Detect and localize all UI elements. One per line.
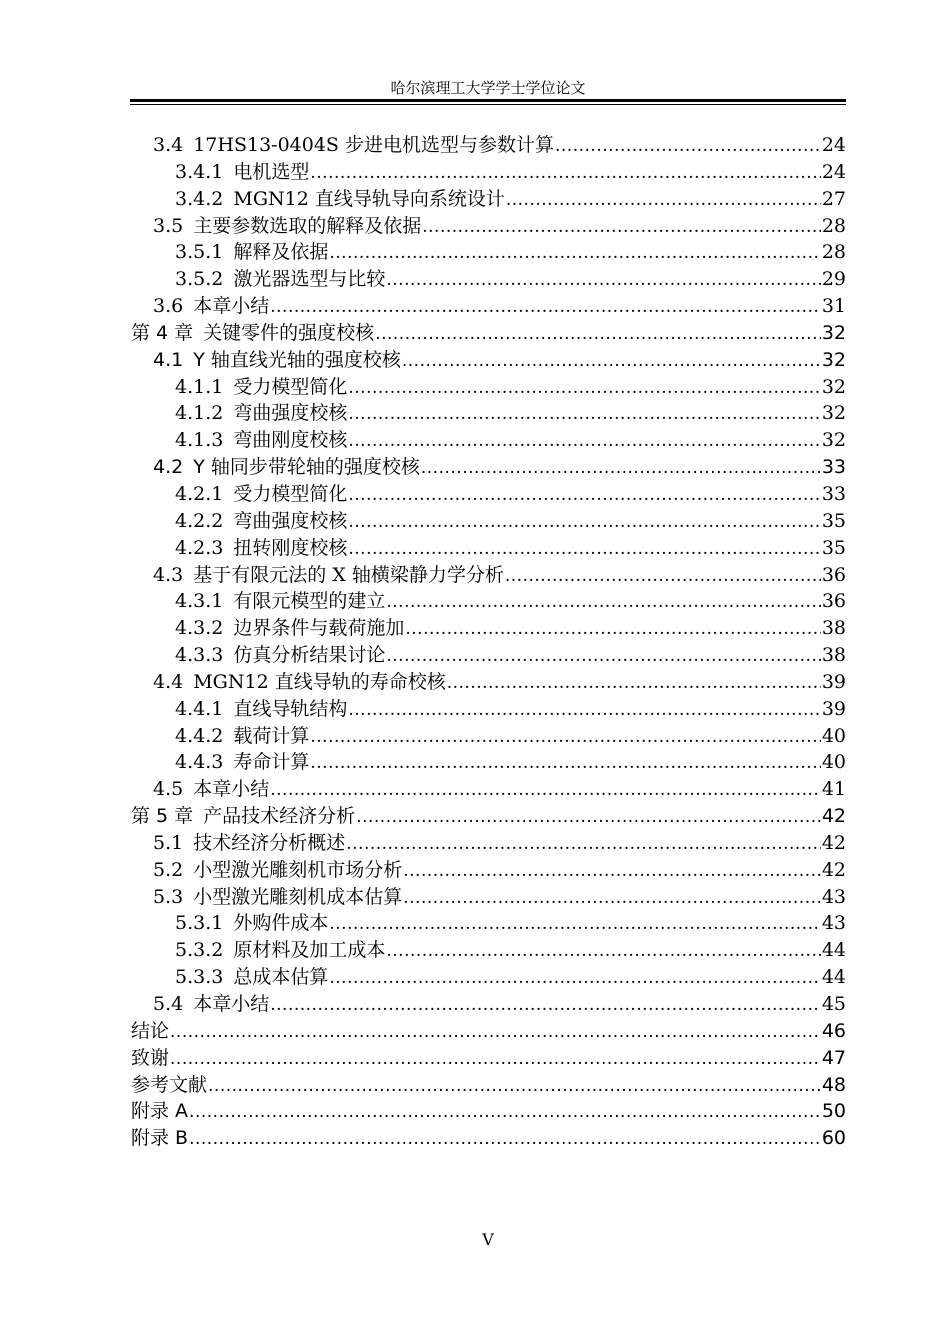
toc-dot-leader <box>310 159 820 187</box>
toc-entry-title: 关键零件的强度校核 <box>203 321 375 344</box>
toc-entry-page: 44 <box>821 966 846 989</box>
toc-entry-title: 寿命计算 <box>233 751 310 774</box>
toc-entry-title: 仿真分析结果讨论 <box>233 644 386 667</box>
toc-entry-page: 33 <box>821 482 846 505</box>
toc-entry-title: 主要参数选取的解释及依据 <box>193 214 422 237</box>
toc-dot-leader <box>348 696 820 724</box>
toc-entry-title: Y 轴直线光轴的强度校核 <box>193 348 401 371</box>
toc-dot-leader <box>170 1045 821 1073</box>
toc-entry-number: 4.4.2 <box>175 724 224 747</box>
toc-dot-leader <box>505 562 821 590</box>
toc-dot-leader <box>386 642 820 670</box>
toc-entry[interactable] <box>131 588 846 615</box>
toc-entry-title: 原材料及加工成本 <box>233 939 386 962</box>
toc-entry-title: 弯曲强度校核 <box>233 402 348 425</box>
toc-dot-leader <box>348 427 820 455</box>
toc-entry-number: 4.3.3 <box>175 644 224 667</box>
toc-dot-leader <box>170 1018 821 1046</box>
toc-entry[interactable] <box>131 1072 846 1099</box>
toc-entry-title: 产品技术经济分析 <box>203 805 356 828</box>
toc-dot-leader <box>189 1125 821 1153</box>
toc-dot-leader <box>329 964 820 992</box>
toc-entry[interactable] <box>131 239 846 266</box>
toc-entry[interactable] <box>131 159 846 186</box>
toc-entry-page: 44 <box>821 939 846 962</box>
toc-entry-title: 附录 A <box>131 1100 189 1123</box>
toc-entry[interactable] <box>131 132 846 159</box>
toc-entry[interactable] <box>131 803 846 830</box>
toc-entry-title: 总成本估算 <box>233 966 329 989</box>
toc-entry[interactable] <box>131 266 846 293</box>
toc-entry-title: 基于有限元法的 X 轴横梁静力学分析 <box>193 563 504 586</box>
toc-entry-page: 29 <box>821 268 846 291</box>
toc-entry[interactable] <box>131 535 846 562</box>
toc-entry-title: 激光器选型与比较 <box>233 268 386 291</box>
toc-entry[interactable] <box>131 481 846 508</box>
toc-entry-page: 28 <box>821 214 846 237</box>
toc-entry-number: 4.1.1 <box>175 375 224 398</box>
toc-dot-leader <box>348 374 820 402</box>
toc-entry[interactable] <box>131 830 846 857</box>
toc-dot-leader <box>402 347 821 375</box>
toc-entry[interactable] <box>131 508 846 535</box>
toc-entry-number: 3.5 <box>153 214 184 237</box>
toc-entry-title: 17HS13-0404S 步进电机选型与参数计算 <box>193 134 554 156</box>
toc-entry-title: Y 轴同步带轮轴的强度校核 <box>193 456 420 479</box>
toc-dot-leader <box>386 588 820 616</box>
toc-entry[interactable] <box>131 857 846 884</box>
toc-entry-number: 4.2.1 <box>175 482 224 505</box>
toc-entry-number: 3.4.1 <box>175 160 224 183</box>
toc-entry[interactable] <box>131 749 846 776</box>
toc-entry-title: 小型激光雕刻机市场分析 <box>193 858 403 881</box>
toc-entry[interactable] <box>131 669 846 696</box>
toc-entry-number: 4.4.3 <box>175 751 224 774</box>
toc-entry-number: 4.3.2 <box>175 617 224 640</box>
toc-dot-leader <box>270 293 821 321</box>
toc-entry[interactable] <box>131 696 846 723</box>
toc-entry-title: 扭转刚度校核 <box>233 536 348 559</box>
toc-dot-leader <box>310 723 820 751</box>
toc-entry[interactable] <box>131 910 846 937</box>
toc-entry[interactable] <box>131 964 846 991</box>
toc-entry-page: 27 <box>821 187 846 210</box>
toc-entry-title: MGN12 直线导轨的寿命校核 <box>193 670 446 693</box>
toc-entry-number: 3.4 <box>153 134 184 156</box>
toc-entry-number: 4.2.3 <box>175 536 224 559</box>
toc-entry-title: 本章小结 <box>193 295 270 318</box>
toc-entry-title: 载荷计算 <box>233 724 310 747</box>
toc-entry[interactable] <box>131 562 846 589</box>
toc-entry[interactable] <box>131 400 846 427</box>
thesis-header-title: 哈尔滨理工大学学士学位论文 <box>390 79 586 97</box>
toc-entry-page: 32 <box>821 348 846 371</box>
toc-entry-number: 4.2.2 <box>175 509 224 532</box>
toc-entry-number: 4.4.1 <box>175 697 224 720</box>
header-rule-thick <box>130 99 846 102</box>
toc-entry[interactable] <box>131 991 846 1018</box>
toc-entry-number: 第 4 章 <box>131 321 194 344</box>
toc-entry-number: 3.5.1 <box>175 241 224 264</box>
toc-entry-page: 31 <box>821 295 846 318</box>
toc-dot-leader <box>403 857 821 885</box>
toc-entry-title: 受力模型简化 <box>233 375 348 398</box>
toc-entry-page: 32 <box>821 429 846 452</box>
toc-entry-number: 5.3.3 <box>175 966 224 989</box>
toc-entry-number: 5.3 <box>153 885 184 908</box>
toc-dot-leader <box>356 803 821 831</box>
toc-entry-title: 弯曲刚度校核 <box>233 429 348 452</box>
toc-dot-leader <box>386 266 820 294</box>
toc-entry-page: 42 <box>821 858 846 881</box>
toc-dot-leader <box>189 1098 821 1126</box>
toc-entry-page: 40 <box>821 724 846 747</box>
toc-entry-page: 43 <box>821 885 846 908</box>
toc-entry-page: 24 <box>821 134 846 156</box>
toc-entry[interactable] <box>131 427 846 454</box>
toc-entry-number: 4.1.3 <box>175 429 224 452</box>
toc-entry-title: 有限元模型的建立 <box>233 590 386 613</box>
toc-entry[interactable] <box>131 186 846 213</box>
toc-entry-page: 32 <box>821 321 846 344</box>
toc-entry[interactable] <box>131 1018 846 1045</box>
toc-dot-leader <box>329 910 820 938</box>
toc-entry-page: 42 <box>821 805 846 828</box>
toc-entry[interactable] <box>131 1045 846 1072</box>
toc-dot-leader <box>422 213 821 241</box>
toc-dot-leader <box>270 991 821 1019</box>
toc-entry[interactable] <box>131 1125 846 1152</box>
toc-entry-number: 5.3.2 <box>175 939 224 962</box>
header-rule-thin <box>130 104 846 105</box>
toc-entry-page: 39 <box>821 697 846 720</box>
toc-entry-page: 33 <box>821 456 846 479</box>
toc-dot-leader <box>270 776 821 804</box>
toc-entry-page: 32 <box>821 402 846 425</box>
toc-entry-number: 5.2 <box>153 858 184 881</box>
toc-entry-title: 弯曲强度校核 <box>233 509 348 532</box>
toc-dot-leader <box>348 508 820 536</box>
toc-dot-leader <box>447 669 821 697</box>
page-number: V <box>482 1230 494 1249</box>
toc-entry-page: 36 <box>821 563 846 586</box>
toc-entry[interactable] <box>131 642 846 669</box>
toc-dot-leader <box>405 615 820 643</box>
toc-entry[interactable] <box>131 213 846 240</box>
toc-dot-leader <box>506 186 821 214</box>
toc-dot-leader <box>348 535 820 563</box>
toc-dot-leader <box>421 454 821 482</box>
toc-entry-number: 3.5.2 <box>175 268 224 291</box>
toc-entry-title: 技术经济分析概述 <box>193 831 346 854</box>
toc-dot-leader <box>329 239 820 267</box>
toc-entry-page: 35 <box>821 536 846 559</box>
toc-dot-leader <box>208 1072 821 1100</box>
toc-entry[interactable] <box>131 937 846 964</box>
toc-entry[interactable] <box>131 723 846 750</box>
toc-dot-leader <box>346 830 821 858</box>
toc-entry-page: 24 <box>821 160 846 183</box>
toc-entry-page: 28 <box>821 241 846 264</box>
toc-dot-leader <box>375 320 821 348</box>
toc-entry-page: 48 <box>821 1073 846 1096</box>
toc-entry-page: 38 <box>821 617 846 640</box>
toc-entry-page: 42 <box>821 831 846 854</box>
toc-entry[interactable] <box>131 1098 846 1125</box>
toc-entry-title: 电机选型 <box>233 160 310 183</box>
toc-entry-number: 3.4.2 <box>175 187 224 210</box>
toc-entry-page: 50 <box>821 1100 846 1123</box>
toc-entry-page: 45 <box>821 993 846 1015</box>
toc-entry-title: 小型激光雕刻机成本估算 <box>193 885 403 908</box>
toc-entry-number: 4.1.2 <box>175 402 224 425</box>
toc-entry-page: 32 <box>821 375 846 398</box>
toc-entry-page: 35 <box>821 509 846 532</box>
toc-dot-leader <box>348 400 820 428</box>
toc-entry-page: 47 <box>821 1046 846 1069</box>
toc-entry[interactable] <box>131 374 846 401</box>
toc-entry-number: 5.4 <box>153 993 184 1015</box>
toc-entry-title: 本章小结 <box>193 993 270 1015</box>
toc-entry-title: 参考文献 <box>131 1073 208 1096</box>
toc-entry-title: 受力模型简化 <box>233 482 348 505</box>
toc-entry-number: 4.1 <box>153 348 184 371</box>
toc-entry-page: 36 <box>821 590 846 613</box>
toc-entry[interactable] <box>131 347 846 374</box>
toc-entry-number: 4.4 <box>153 670 184 693</box>
toc-entry-title: 致谢 <box>131 1046 170 1069</box>
toc-entry-page: 43 <box>821 912 846 935</box>
toc-entry-number: 4.5 <box>153 778 184 801</box>
toc-dot-leader <box>555 132 821 160</box>
toc-entry-number: 5.3.1 <box>175 912 224 935</box>
toc-entry[interactable] <box>131 293 846 320</box>
table-of-contents <box>131 132 846 1152</box>
toc-entry[interactable] <box>131 615 846 642</box>
toc-entry-number: 4.3 <box>153 563 184 586</box>
toc-entry-page: 40 <box>821 751 846 774</box>
toc-entry-page: 39 <box>821 670 846 693</box>
toc-dot-leader <box>348 481 820 509</box>
toc-entry-title: 边界条件与载荷施加 <box>233 617 405 640</box>
toc-entry-title: 外购件成本 <box>233 912 329 935</box>
toc-entry-title: 本章小结 <box>193 778 270 801</box>
toc-entry-number: 4.2 <box>153 456 184 479</box>
toc-entry-number: 4.3.1 <box>175 590 224 613</box>
toc-entry-page: 46 <box>821 1019 846 1042</box>
toc-entry-title: 解释及依据 <box>233 241 329 264</box>
toc-entry-title: 附录 B <box>131 1127 189 1150</box>
toc-entry-title: 结论 <box>131 1019 170 1042</box>
toc-entry-page: 60 <box>821 1127 846 1150</box>
toc-entry-number: 3.6 <box>153 295 184 318</box>
toc-entry[interactable] <box>131 776 846 803</box>
toc-entry-page: 38 <box>821 644 846 667</box>
toc-dot-leader <box>386 937 820 965</box>
toc-entry[interactable] <box>131 320 846 347</box>
toc-entry-title: 直线导轨结构 <box>233 697 348 720</box>
toc-dot-leader <box>310 749 820 777</box>
toc-entry-page: 41 <box>821 778 846 801</box>
toc-entry-number: 5.1 <box>153 831 184 854</box>
toc-entry-number: 第 5 章 <box>131 805 194 828</box>
toc-entry-title: MGN12 直线导轨导向系统设计 <box>233 187 505 210</box>
toc-entry[interactable] <box>131 454 846 481</box>
toc-dot-leader <box>403 884 821 912</box>
toc-entry[interactable] <box>131 884 846 911</box>
